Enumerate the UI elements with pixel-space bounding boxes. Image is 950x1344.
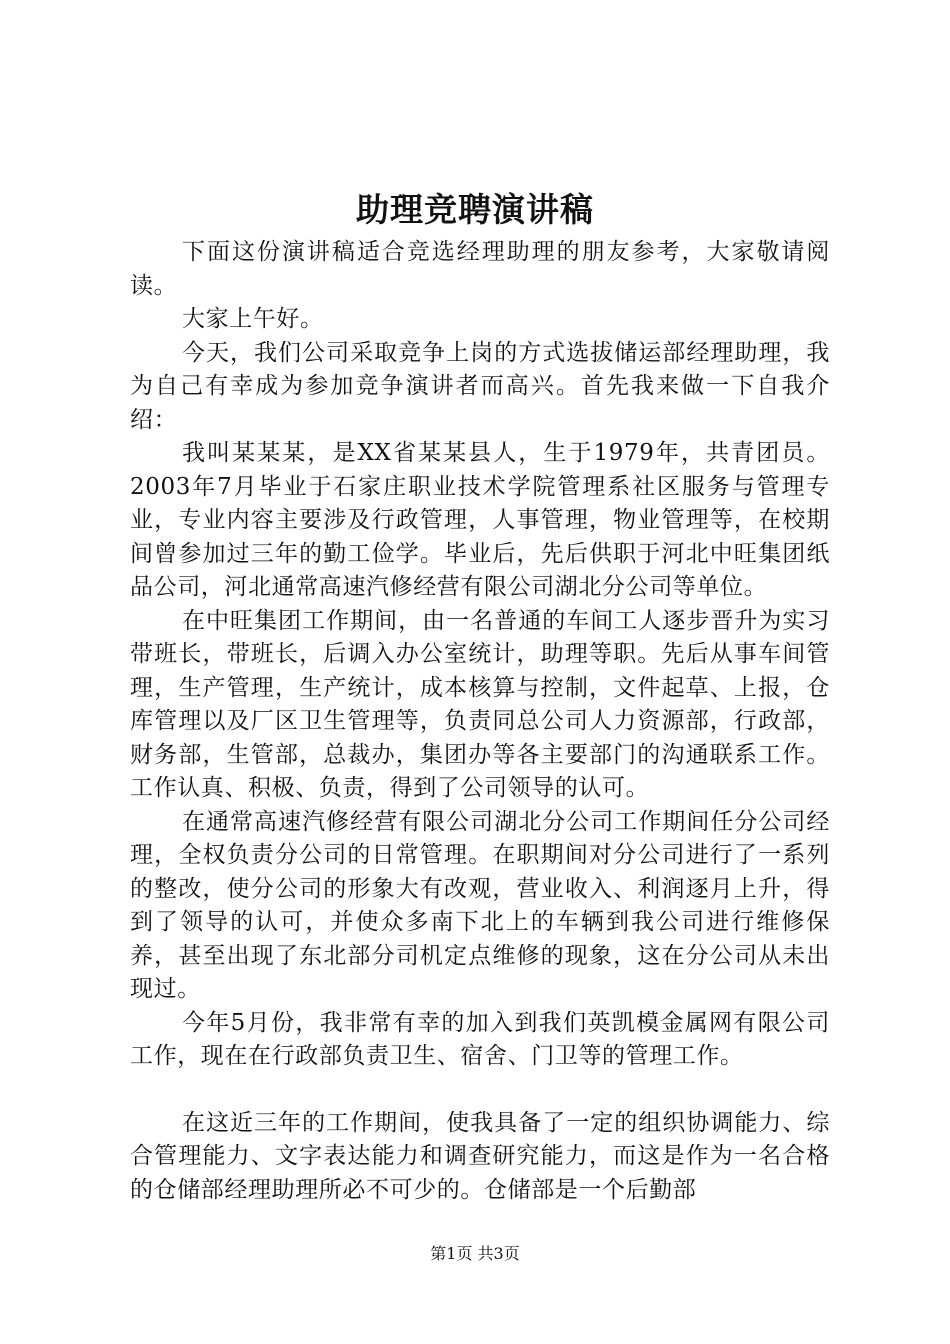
paragraph-intro: 下面这份演讲稿适合竞选经理助理的朋友参考，大家敬请阅读。: [130, 239, 830, 299]
document-body: [130, 236, 830, 1207]
page-number-footer: 第1页 共3页: [430, 1244, 520, 1263]
paragraph-branch-manager-experience: 在通常高速汽修经营有限公司湖北分公司工作期间任分公司经理，全权负责分公司的日常管理。在职期间对分公司进行了一系列的整改，使分公司的形象大有改观，营业收入、利润逐月上升，得到了领导的认可，并使众多南下北上的车辆到我公司进行维修保养，甚至出现了东北部分司机定点维修的现象，这在分公司从未出现过。: [130, 808, 830, 1002]
paragraph-self-introduction: 我叫某某某，是XX省某某县人，生于1979年，共青团员。2003年7月毕业于石家庄职业技术学院管理系社区服务与管理专业，专业内容主要涉及行政管理，人事管理，物业管理等，在校期间曾参加过三年的勤工俭学。毕业后，先后供职于河北中旺集团纸品公司，河北通常高速汽修经营有限公司湖北分公司等单位。: [130, 440, 830, 600]
paragraph-abilities: 在这近三年的工作期间，使我具备了一定的组织协调能力、综合管理能力、文字表达能力和调查研究能力，而这是作为一名合格的仓储部经理助理所必不可少的。仓储部是一个后勤部: [130, 1109, 830, 1203]
paragraph-opening: 今天，我们公司采取竞争上岗的方式选拔储运部经理助理，我为自己有幸成为参加竞争演讲者而高兴。首先我来做一下自我介绍：: [130, 339, 830, 433]
paragraph-greeting: 大家上午好。: [182, 306, 324, 332]
paragraph-zhongwang-experience: 在中旺集团工作期间，由一名普通的车间工人逐步晋升为实习带班长，带班长，后调入办公室统计，助理等职。先后从事车间管理，生产管理，生产统计，成本核算与控制，文件起草、上报，仓库管理以及厂区卫生管理等，负责同总公司人力资源部，行政部，财务部，生管部，总裁办，集团办等各主要部门的沟通联系工作。工作认真、积极、负责，得到了公司领导的认可。: [130, 607, 830, 801]
document-title: 助理竞聘演讲稿: [356, 190, 594, 229]
paragraph-current-job: 今年5月份，我非常有幸的加入到我们英凯模金属网有限公司工作，现在在行政部负责卫生、宿舍、门卫等的管理工作。: [130, 1009, 830, 1069]
